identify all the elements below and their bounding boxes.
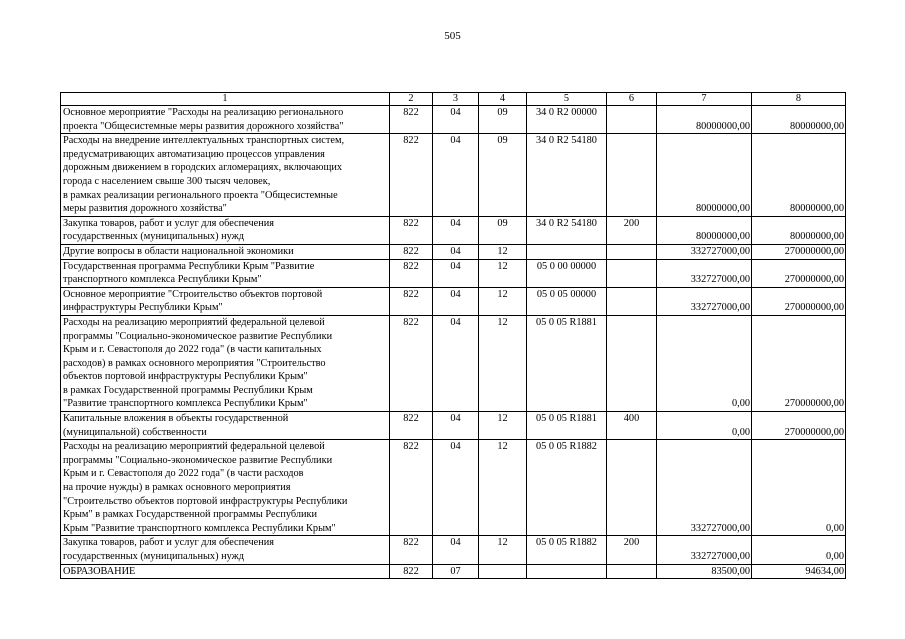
expense-name-cell: Расходы на реализацию мероприятий федеральной целевой программы "Социально-экономическое развитие Республики Крым и г. Севастополя до 2022 года" (в части капитальных расходов) в рамках основного мероприятия "Строительство объектов портовой инфраструктуры Республики Крым" в рамках Государственной программы Республики Крым "Развитие транспортного комплекса Республики Крым" [61,315,390,411]
amount-col7-cell: 80000000,00 [657,134,752,217]
column-number-4: 4 [479,93,527,106]
column-number-5: 5 [527,93,607,106]
amount-col8-cell: 0,00 [752,440,846,536]
target-article-cell: 05 0 00 00000 [527,259,607,287]
expense-type-cell [607,134,657,217]
ministry-code-cell: 822 [390,216,433,244]
amount-col7-cell: 332727000,00 [657,287,752,315]
section-code-cell: 04 [433,216,479,244]
amount-col7-cell: 83500,00 [657,564,752,579]
ministry-code-cell: 822 [390,134,433,217]
section-code-cell: 04 [433,106,479,134]
subsection-code-cell: 12 [479,315,527,411]
section-code-cell: 04 [433,412,479,440]
amount-col7-cell: 332727000,00 [657,244,752,259]
expense-type-cell [607,287,657,315]
column-number-3: 3 [433,93,479,106]
amount-col7-cell: 0,00 [657,315,752,411]
expense-name-cell: Основное мероприятие "Расходы на реализацию регионального проекта "Общесистемные меры развития дорожного хозяйства" [61,106,390,134]
expense-name-cell: Закупка товаров, работ и услуг для обеспечения государственных (муниципальных) нужд [61,216,390,244]
expense-name-cell: Расходы на реализацию мероприятий федеральной целевой программы "Социально-экономическое развитие Республики Крым и г. Севастополя до 2022 года" (в части расходов на прочие нужды) в рамках основного мероприятия "Строительство объектов портовой инфраструктуры Республики Крым" в рамках Государственной программы Республики Крым "Развитие транспортного комплекса Республики Крым" [61,440,390,536]
amount-col8-cell: 80000000,00 [752,134,846,217]
table-row [61,244,846,259]
amount-col8-cell: 80000000,00 [752,216,846,244]
ministry-code-cell: 822 [390,244,433,259]
expense-name-cell: Государственная программа Республики Крым "Развитие транспортного комплекса Республики Крым" [61,259,390,287]
page-number: 505 [444,30,461,42]
target-article-cell: 34 0 R2 00000 [527,106,607,134]
table-row [61,287,846,315]
expense-type-cell [607,315,657,411]
amount-col7-cell: 332727000,00 [657,536,752,564]
section-code-cell: 04 [433,287,479,315]
table-row [61,134,846,217]
expense-name-cell: Расходы на внедрение интеллектуальных транспортных систем, предусматривающих автоматизацию процессов управления дорожным движением в городских агломерациях, включающих города с населением свыше 300 тысяч человек, в рамках реализации регионального проекта "Общесистемные меры развития дорожного хозяйства" [61,134,390,217]
ministry-code-cell: 822 [390,564,433,579]
section-code-cell: 07 [433,564,479,579]
amount-col7-cell: 0,00 [657,412,752,440]
expense-type-cell: 200 [607,216,657,244]
amount-col8-cell: 80000000,00 [752,106,846,134]
ministry-code-cell: 822 [390,412,433,440]
amount-col8-cell: 0,00 [752,536,846,564]
section-code-cell: 04 [433,440,479,536]
section-code-cell: 04 [433,536,479,564]
expense-type-cell [607,259,657,287]
expense-name-cell: Основное мероприятие "Строительство объектов портовой инфраструктуры Республики Крым" [61,287,390,315]
section-code-cell: 04 [433,134,479,217]
section-code-cell: 04 [433,244,479,259]
subsection-code-cell: 12 [479,412,527,440]
section-code-cell: 04 [433,259,479,287]
target-article-cell [527,244,607,259]
budget-table [60,92,846,579]
expense-type-cell [607,564,657,579]
column-number-row [61,93,846,106]
subsection-code-cell: 12 [479,536,527,564]
column-number-2: 2 [390,93,433,106]
amount-col7-cell: 80000000,00 [657,106,752,134]
ministry-code-cell: 822 [390,536,433,564]
ministry-code-cell: 822 [390,259,433,287]
amount-col8-cell: 270000000,00 [752,412,846,440]
amount-col7-cell: 332727000,00 [657,259,752,287]
expense-name-cell: Капитальные вложения в объекты государственной (муниципальной) собственности [61,412,390,440]
expense-name-cell: ОБРАЗОВАНИЕ [61,564,390,579]
ministry-code-cell: 822 [390,315,433,411]
expense-type-cell [607,440,657,536]
target-article-cell: 05 0 05 R1881 [527,315,607,411]
expense-type-cell [607,244,657,259]
amount-col8-cell: 270000000,00 [752,244,846,259]
expense-type-cell: 200 [607,536,657,564]
amount-col8-cell: 270000000,00 [752,287,846,315]
table-row [61,259,846,287]
table-row [61,106,846,134]
amount-col8-cell: 94634,00 [752,564,846,579]
ministry-code-cell: 822 [390,106,433,134]
expense-type-cell: 400 [607,412,657,440]
target-article-cell: 05 0 05 R1882 [527,536,607,564]
subsection-code-cell: 12 [479,287,527,315]
subsection-code-cell [479,564,527,579]
target-article-cell: 34 0 R2 54180 [527,216,607,244]
expense-type-cell [607,106,657,134]
amount-col7-cell: 80000000,00 [657,216,752,244]
amount-col8-cell: 270000000,00 [752,315,846,411]
table-row [61,412,846,440]
column-number-8: 8 [752,93,846,106]
target-article-cell: 05 0 05 R1882 [527,440,607,536]
target-article-cell: 05 0 05 R1881 [527,412,607,440]
target-article-cell: 34 0 R2 54180 [527,134,607,217]
amount-col8-cell: 270000000,00 [752,259,846,287]
table-row [61,315,846,411]
subsection-code-cell: 09 [479,216,527,244]
table-row [61,440,846,536]
target-article-cell: 05 0 05 00000 [527,287,607,315]
subsection-code-cell: 09 [479,134,527,217]
target-article-cell [527,564,607,579]
expense-name-cell: Другие вопросы в области национальной экономики [61,244,390,259]
column-number-7: 7 [657,93,752,106]
subsection-code-cell: 12 [479,259,527,287]
subsection-code-cell: 12 [479,244,527,259]
column-number-6: 6 [607,93,657,106]
table-row [61,536,846,564]
column-number-1: 1 [61,93,390,106]
ministry-code-cell: 822 [390,287,433,315]
subsection-code-cell: 12 [479,440,527,536]
expense-name-cell: Закупка товаров, работ и услуг для обеспечения государственных (муниципальных) нужд [61,536,390,564]
ministry-code-cell: 822 [390,440,433,536]
table-row [61,216,846,244]
amount-col7-cell: 332727000,00 [657,440,752,536]
subsection-code-cell: 09 [479,106,527,134]
section-code-cell: 04 [433,315,479,411]
table-row [61,564,846,579]
